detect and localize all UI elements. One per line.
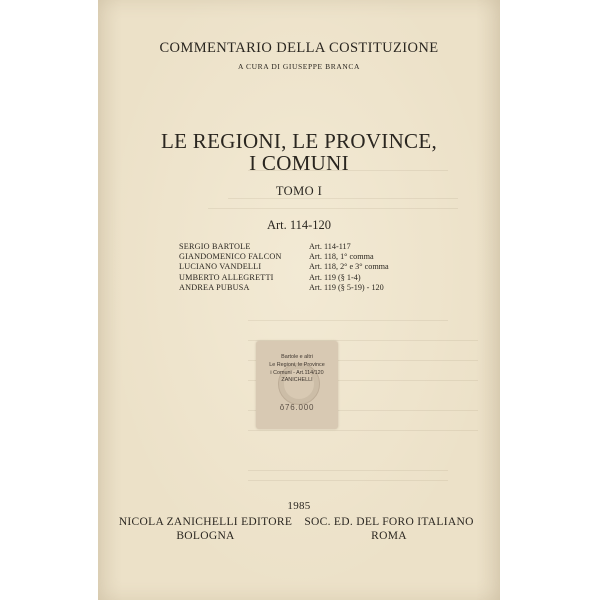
author-articles: Art. 114-117 bbox=[309, 242, 351, 251]
title-page bbox=[98, 0, 500, 600]
author-name: ANDREA PUBUSA bbox=[179, 282, 250, 292]
author-row bbox=[179, 242, 479, 252]
author-name: UMBERTO ALLEGRETTI bbox=[179, 272, 274, 282]
library-label-code: ô76.000 bbox=[279, 403, 315, 412]
publisher-city: BOLOGNA bbox=[176, 530, 235, 542]
publisher-right bbox=[298, 516, 480, 542]
publisher-name: SOC. ED. DEL FORO ITALIANO bbox=[304, 516, 474, 528]
author-name: LUCIANO VANDELLI bbox=[179, 262, 262, 272]
library-label-line: Bartole e altri bbox=[281, 354, 313, 360]
publisher-city: ROMA bbox=[371, 530, 407, 542]
library-label-text bbox=[256, 354, 338, 385]
book-title bbox=[98, 130, 500, 174]
author-articles: Art. 118, 1° comma bbox=[309, 252, 374, 262]
book-title-line-2: I COMUNI bbox=[249, 151, 349, 175]
publisher-left bbox=[118, 516, 293, 542]
author-articles: Art. 118, 2° e 3° comma bbox=[309, 262, 389, 272]
series-title: COMMENTARIO DELLA COSTITUZIONE bbox=[159, 40, 439, 56]
author-articles: Art. 119 (§ 5-19) - 120 bbox=[309, 282, 384, 292]
library-label-line: Le Regioni, le Province bbox=[269, 361, 325, 368]
library-label bbox=[256, 341, 338, 429]
publisher-name: NICOLA ZANICHELLI EDITORE bbox=[118, 516, 293, 528]
articles-range: Art. 114-120 bbox=[266, 218, 332, 232]
volume-number: TOMO I bbox=[275, 184, 323, 198]
library-label-line: ZANICHELLI bbox=[281, 377, 313, 384]
author-name: GIANDOMENICO FALCON bbox=[179, 252, 282, 262]
author-articles: Art. 119 (§ 1-4) bbox=[309, 272, 361, 282]
author-row bbox=[179, 262, 479, 272]
authors-list bbox=[179, 242, 479, 293]
author-row bbox=[179, 283, 479, 293]
book-title-line-1: LE REGIONI, LE PROVINCE, bbox=[160, 129, 438, 153]
author-row bbox=[179, 252, 479, 262]
publication-year: 1985 bbox=[287, 500, 311, 512]
editor-credit: A CURA DI GIUSEPPE BRANCA bbox=[237, 62, 361, 71]
author-name: SERGIO BARTOLE bbox=[179, 242, 251, 251]
library-label-line: i Comuni - Art.114/120 bbox=[270, 369, 324, 376]
author-row bbox=[179, 273, 479, 283]
